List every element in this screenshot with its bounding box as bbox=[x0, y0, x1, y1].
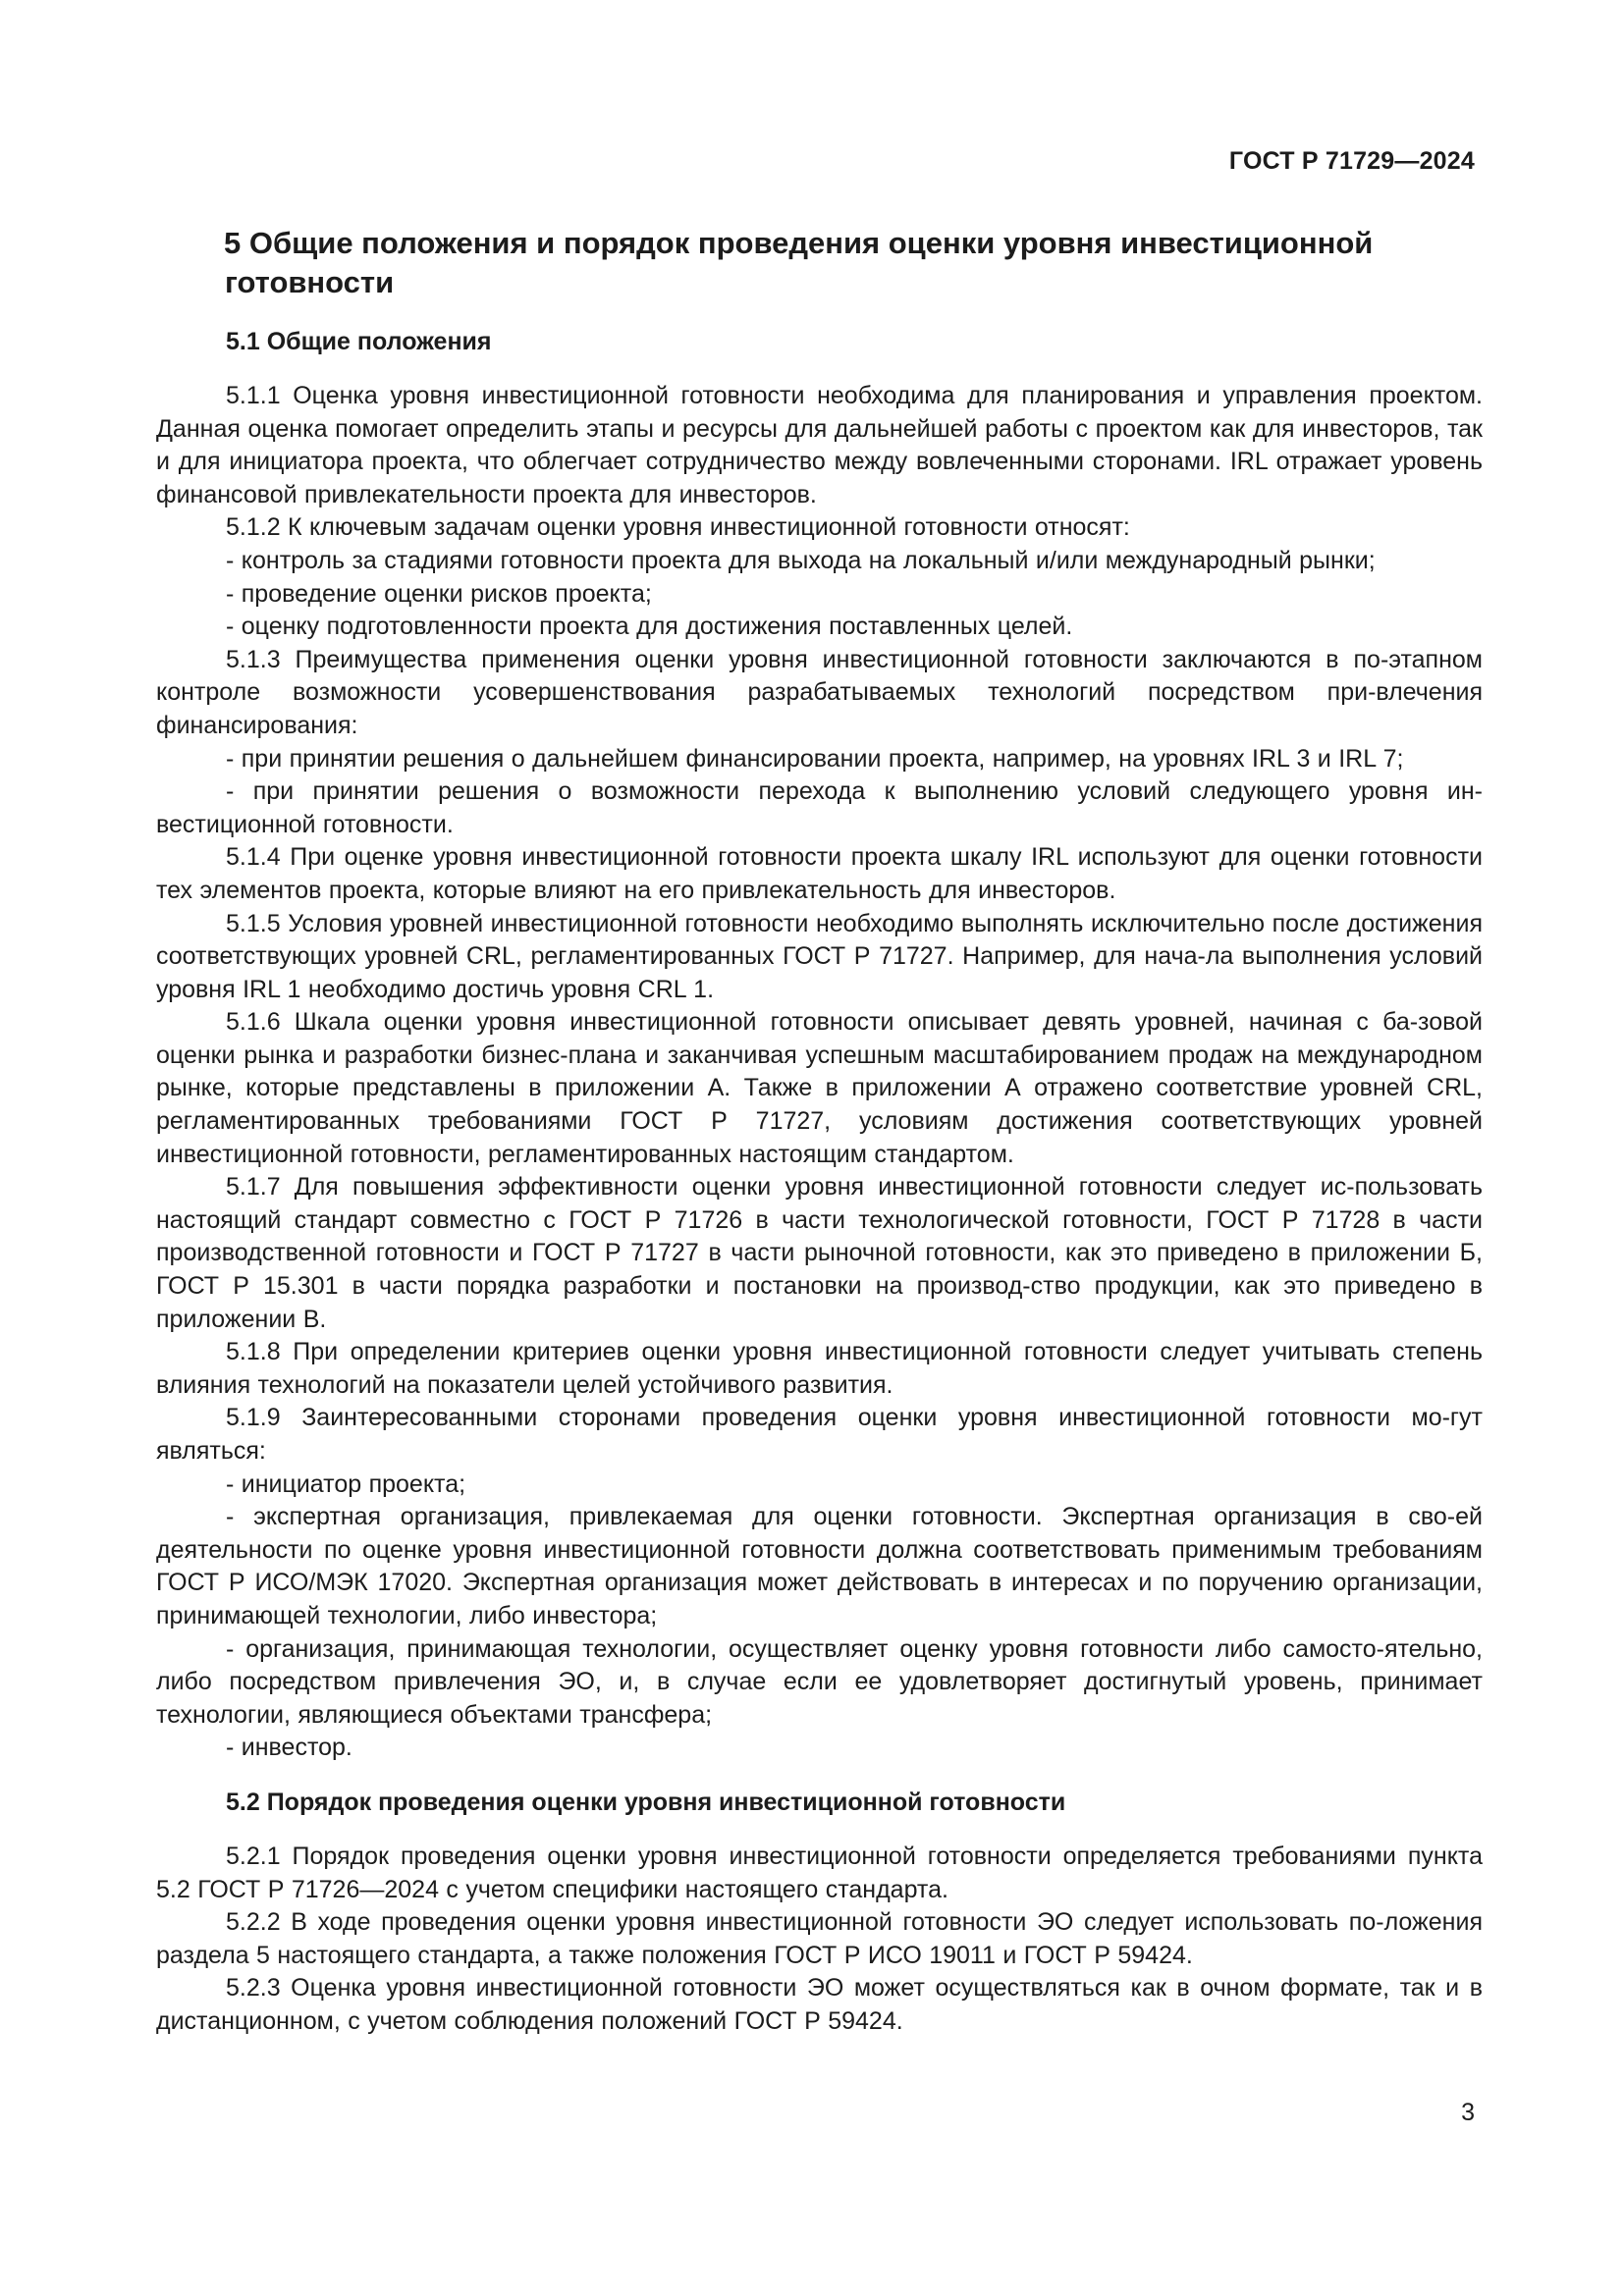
paragraph-5-1-4: 5.1.4 При оценке уровня инвестиционной готовности проекта шкалу IRL используют для оценки готовности тех элементов проекта, которые влияют на его привлекательность для инвесторов. bbox=[156, 843, 1483, 904]
list-item: - инициатор проекта; bbox=[226, 1469, 466, 1498]
section-title: 5 Общие положения и порядок проведения оценки уровня инвестиционной готовности bbox=[224, 226, 1374, 299]
paragraph-5-1-6: 5.1.6 Шкала оценки уровня инвестиционной готовности описывает девять уровней, начиная с ба-зовой оценки рынка и разработки бизнес-плана и заканчивая успешным масштабированием продаж на международном рынке, которые представлены в приложении А. Также в приложении А отражено соответствие уровней CRL, регламентированных требованиями ГОСТ Р 71727, условиям достижения соответствующих уровней инвестиционной готовности, регламентированных настоящим стандартом. bbox=[156, 1008, 1483, 1168]
paragraph-5-2-3: 5.2.3 Оценка уровня инвестиционной готовности ЭО может осуществляться как в очном формате, так и в дистанционном, с учетом соблюдения положений ГОСТ Р 59424. bbox=[156, 1974, 1483, 2035]
list-item: - проведение оценки рисков проекта; bbox=[226, 579, 652, 608]
paragraph-5-1-9: 5.1.9 Заинтересованными сторонами проведения оценки уровня инвестиционной готовности мо-гут являться: bbox=[156, 1404, 1483, 1465]
paragraph-5-1-8: 5.1.8 При определении критериев оценки уровня инвестиционной готовности следует учитывать степень влияния технологий на показатели целей устойчивого развития. bbox=[156, 1338, 1483, 1399]
paragraph-5-1-1: 5.1.1 Оценка уровня инвестиционной готовности необходима для планирования и управления проектом. Данная оценка помогает определить этапы и ресурсы для дальнейшей работы с проектом как для инвесторов, так и для инициатора проекта, что облегчает сотрудничество между вовлеченными сторонами. IRL отражает уровень финансовой привлекательности проекта для инвесторов. bbox=[156, 382, 1483, 508]
list-item: - оценку подготовленности проекта для достижения поставленных целей. bbox=[226, 613, 1073, 641]
list-item: - организация, принимающая технологии, осуществляет оценку уровня готовности либо самосто-ятельно, либо посредством привлечения ЭО, и, в случае если ее удовлетворяет достигнутый уровень, принимает технологии, являющиеся объектами трансфера; bbox=[156, 1634, 1483, 1729]
subsection-title-5-1: 5.1 Общие положения bbox=[226, 328, 492, 355]
list-item: - при принятии решения о дальнейшем финансировании проекта, например, на уровнях IRL 3 и IRL 7; bbox=[226, 744, 1404, 773]
paragraph-5-1-3: 5.1.3 Преимущества применения оценки уровня инвестиционной готовности заключаются в по-этапном контроле возможности усовершенствования разрабатываемых технологий посредством при-влечения финансирования: bbox=[156, 645, 1483, 739]
paragraph-5-1-2: 5.1.2 К ключевым задачам оценки уровня инвестиционной готовности относят: bbox=[226, 513, 1130, 542]
list-item: - при принятии решения о возможности перехода к выполнению условий следующего уровня ин-вестиционной готовности. bbox=[156, 777, 1483, 838]
paragraph-5-1-7: 5.1.7 Для повышения эффективности оценки уровня инвестиционной готовности следует ис-пользовать настоящий стандарт совместно с ГОСТ Р 71726 в части технологической готовности, ГОСТ Р 71728 в части производственной готовности и ГОСТ Р 71727 в части рыночной готовности, как это приведено в приложении Б, ГОСТ Р 15.301 в части порядка разработки и постановки на производ-ство продукции, как это приведено в приложении В. bbox=[156, 1173, 1483, 1333]
paragraph-5-2-2: 5.2.2 В ходе проведения оценки уровня инвестиционной готовности ЭО следует использовать по-ложения раздела 5 настоящего стандарта, а также положения ГОСТ Р ИСО 19011 и ГОСТ Р 59424. bbox=[156, 1908, 1483, 1969]
subsection-title-5-2: 5.2 Порядок проведения оценки уровня инвестиционной готовности bbox=[226, 1788, 1066, 1816]
list-item: - инвестор. bbox=[226, 1734, 352, 1762]
list-item: - контроль за стадиями готовности проекта для выхода на локальный и/или международный рынки; bbox=[226, 546, 1376, 574]
paragraph-5-1-5: 5.1.5 Условия уровней инвестиционной готовности необходимо выполнять исключительно после достижения соответствующих уровней CRL, регламентированных ГОСТ Р 71727. Например, для нача-ла выполнения условий уровня IRL 1 необходимо достичь уровня CRL 1. bbox=[156, 909, 1483, 1003]
document-header: ГОСТ Р 71729—2024 bbox=[1228, 147, 1475, 175]
page-content bbox=[156, 224, 1483, 2039]
paragraph-5-2-1: 5.2.1 Порядок проведения оценки уровня инвестиционной готовности определяется требованиями пункта 5.2 ГОСТ Р 71726—2024 с учетом специфики настоящего стандарта. bbox=[156, 1842, 1483, 1903]
page-number: 3 bbox=[1461, 2099, 1475, 2126]
list-item: - экспертная организация, привлекаемая для оценки готовности. Экспертная организация в сво-ей деятельности по оценке уровня инвестиционной готовности должна соответствовать применимым требованиям ГОСТ Р ИСО/МЭК 17020. Экспертная организация может действовать в интересах и по поручению организации, принимающей технологии, либо инвестора; bbox=[156, 1503, 1483, 1629]
